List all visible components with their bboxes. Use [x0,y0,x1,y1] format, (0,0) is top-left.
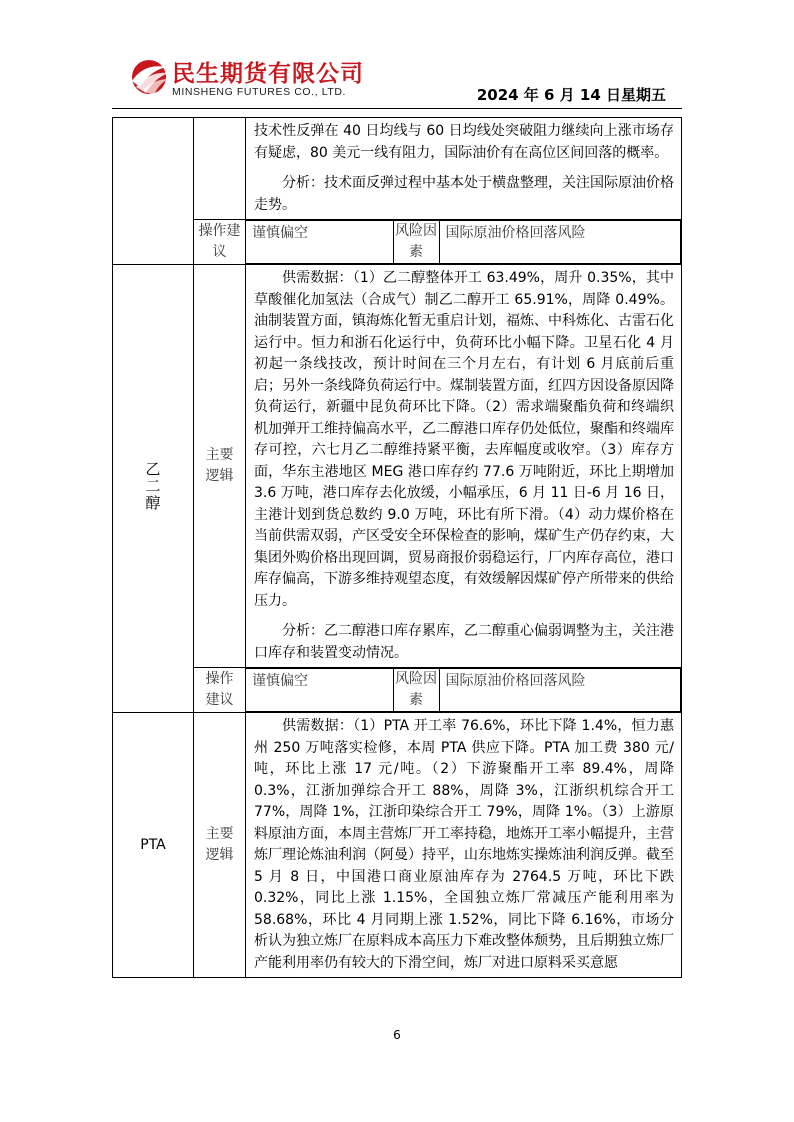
table-row [113,668,682,713]
operation-row [246,668,682,713]
product-cell [113,713,194,978]
operation-label-cell [194,668,246,713]
logic-label-cell [194,118,246,220]
logic-paragraph: 供需数据：（1）乙二醇整体开工 63.49%，周升 0.35%，其中草酸催化加氢法（合成气）制乙二醇开工 65.91%，周降 0.49%。油制装置方面，镇海炼化暂无重启计划，福炼、中科炼化、古雷石化运行中。恒力和浙石化运行中，负荷环比小幅下降。卫星石化 4 月初起一条线技改，预计时间在三个月左右，有计划 6 月底前后重启；另外一条线降负荷运行中。煤制装置方面，红四方因设备原因降负荷运行，新疆中昆负荷环比下降。（2）需求端聚酯负荷和终端织机加弹开工维持偏高水平，乙二醇港口库存仍处低位，聚酯和终端库存可控，六七月乙二醇维持紧平衡，去库幅度或收窄。（3）库存方面，华东主港地区 MEG 港口库存约 77.6 万吨附近，环比上期增加 3.6 万吨，港口库存去化放缓，小幅承压，6 月 11 日-6 月 16 日，主港计划到货总数约 9.0 万吨，环比有所下滑。（4）动力煤价格在当前供需双弱，产区受安全环保检查的影响，煤矿生产仍存约束，大集团外购价格出现回调，贸易商报价弱稳运行，厂内库存高位，港口库存偏高，下游多维持观望态度，有效缓解因煤矿停产所带来的供给压力。 [254,270,674,609]
logic-label-cell [194,265,246,668]
report-date: 2024 年 6 月 14 日星期五 [476,86,666,104]
risk-label: 风险因素 [393,669,439,712]
operation-label: 操作建议 [205,671,234,708]
risk-label: 风险因素 [393,221,439,264]
risk-value: 国际原油价格回落风险 [439,669,681,712]
operation-label: 操作建议 [198,223,241,260]
operation-value: 谨慎偏空 [246,221,393,264]
page-number: 6 [393,1028,401,1042]
minsheng-logo-icon [128,57,170,97]
table-row [113,713,682,978]
logic-content [246,118,682,220]
company-name-en: MINSHENG FUTURES CO., LTD. [172,86,347,98]
product-name: 乙二醇 [143,461,162,512]
table-row [113,118,682,220]
page-header [0,0,794,110]
risk-value: 国际原油价格回落风险 [439,221,681,264]
logic-label: 主要逻辑 [205,447,234,484]
analysis-paragraph: 分析：技术面反弹过程中基本处于横盘整理，关注国际原油价格走势。 [254,175,674,213]
logic-paragraph: 技术性反弹在 40 日均线与 60 日均线处突破阻力继续向上涨市场存有疑虑，80 美元一线有阻力，国际油价有在高位区间回落的概率。 [254,123,674,161]
logic-paragraph: 供需数据：（1）PTA 开工率 76.6%，环比下降 1.4%，恒力惠州 250 万吨落实检修，本周 PTA 供应下降。PTA 加工费 380 元/吨，环比上涨 17 元/吨。（2）下游聚酯开工率 89.4%，周降 0.3%，江浙加弹综合开工 88%，周降 3%，江浙织机综合开工 77%，周降 1%，江浙印染综合开工 79%，周降 1%。（3）上游原料原油方面，本周主营炼厂开工率持稳，地炼开工率小幅提升，主营炼厂理论炼油利润（阿曼）持平，山东地炼实操炼油利润反弹。截至 5 月 8 日，中国港口商业原油库存为 2764.5 万吨，环比下跌 0.32%，同比上涨 1.15%，全国独立炼厂常减压产能利用率为 58.68%，环比 4 月同期上涨 1.52%，同比下降 6.16%，市场分析认为独立炼厂在原料成本高压力下难改整体颓势，且后期独立炼厂产能利用率仍有较大的下滑空间，炼厂对进口原料采买意愿 [254,718,674,971]
analysis-table [112,117,682,978]
company-name-cn: 民生期货有限公司 [172,61,364,87]
operation-row [246,220,682,265]
company-logo [128,57,368,101]
logic-label-cell [194,713,246,978]
logic-label: 主要逻辑 [205,826,234,863]
operation-label-cell [194,220,246,265]
analysis-paragraph: 分析：乙二醇港口库存累库，乙二醇重心偏弱调整为主，关注港口库存和装置变动情况。 [254,623,674,661]
product-cell [113,265,194,713]
logic-content [246,265,682,668]
logic-content [246,713,682,978]
product-name: PTA [140,837,166,853]
product-cell [113,118,194,265]
operation-value: 谨慎偏空 [246,669,393,712]
header-divider [112,108,682,109]
table-row [113,265,682,668]
table-row [113,220,682,265]
